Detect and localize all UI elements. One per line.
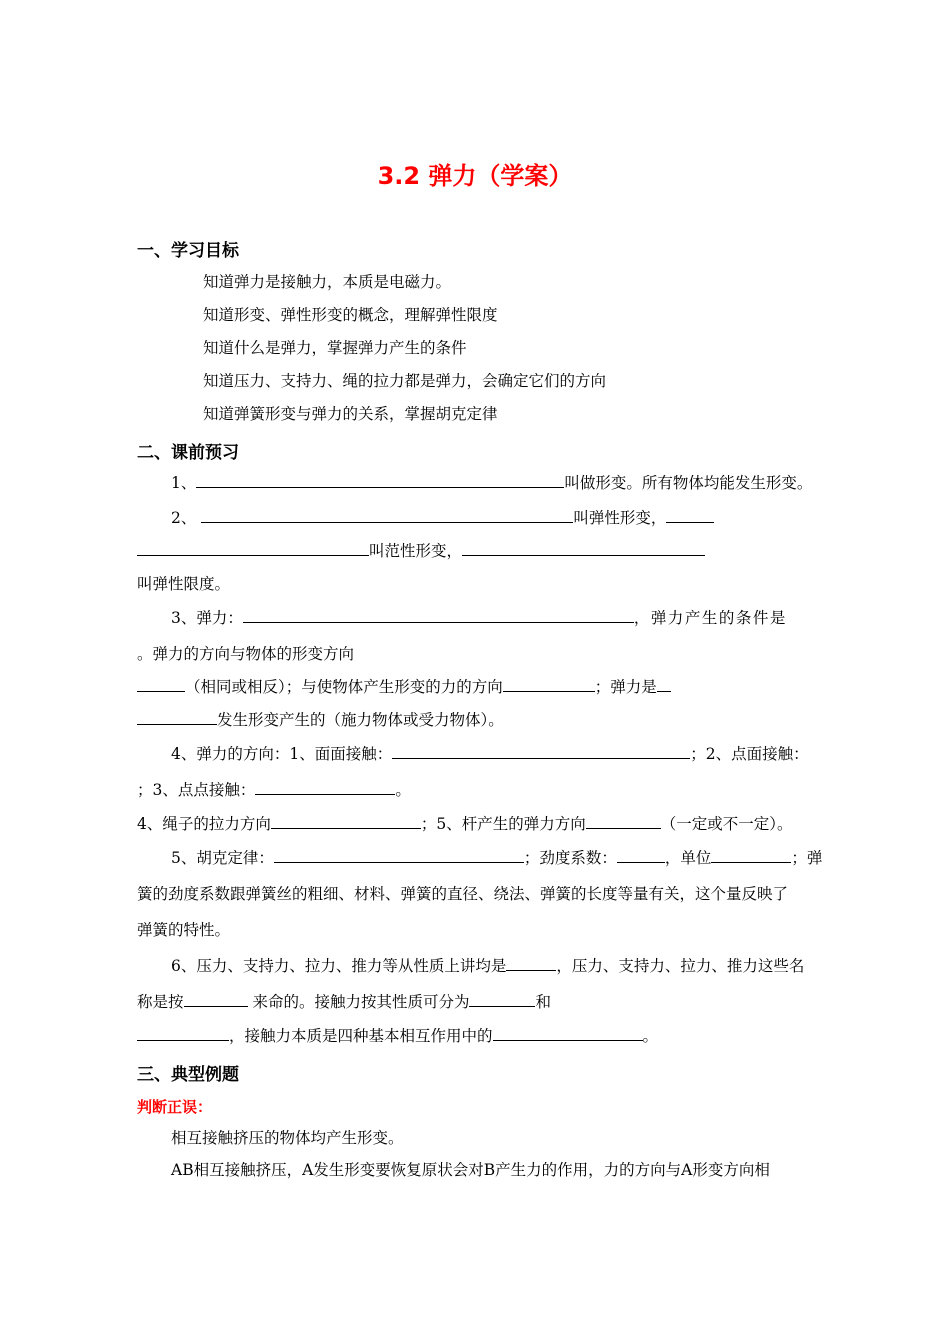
answer-blank[interactable] — [493, 1026, 643, 1041]
answer-blank[interactable] — [392, 744, 690, 759]
question-text: 2、 — [171, 509, 197, 527]
question-4 — [171, 744, 809, 764]
question-2 — [171, 508, 714, 528]
answer-blank[interactable] — [586, 814, 661, 829]
question-text: ，接触力本质是四种基本相互作用中的 — [229, 1027, 493, 1045]
answer-blank[interactable] — [462, 541, 705, 556]
question-text: （相同或相反）；与使物体产生形变的力的方向 — [185, 678, 503, 696]
answer-blank[interactable] — [243, 608, 634, 623]
question-text: 叫范性形变， — [369, 542, 463, 560]
answer-blank[interactable] — [503, 677, 595, 692]
question-text: 叫做形变。所有物体均能发生形变。 — [564, 474, 813, 492]
example-item: AB相互接触挤压，A发生形变要恢复原状会对B产生力的作用，力的方向与A形变方向相 — [171, 1161, 770, 1179]
question-text: 叫弹性限度。 — [137, 575, 231, 593]
question-6-cont2 — [137, 1026, 658, 1046]
answer-blank[interactable] — [506, 956, 556, 971]
question-text: 4、绳子的拉力方向 — [137, 815, 271, 833]
question-text: ；2、点面接触： — [690, 745, 809, 763]
question-3-cont — [137, 677, 671, 697]
question-text: ；弹力是 — [594, 678, 657, 696]
answer-blank[interactable] — [201, 508, 573, 523]
question-text: ；劲度系数： — [523, 849, 617, 867]
answer-blank[interactable] — [137, 1026, 229, 1041]
page-title: 3.2 弹力（学案） — [377, 162, 573, 190]
section-heading-goals: 一、学习目标 — [137, 241, 239, 261]
question-1 — [171, 473, 812, 493]
goal-item: 知道弹力是接触力，本质是电磁力。 — [203, 273, 452, 291]
answer-blank[interactable] — [657, 677, 671, 692]
question-text: 来命的。接触力按其性质可分为 — [247, 993, 470, 1011]
question-text: 称是按 — [137, 993, 184, 1011]
question-6-cont — [137, 992, 551, 1012]
answer-blank[interactable] — [137, 677, 185, 692]
question-text: 。弹力的方向与物体的形变方向 — [137, 645, 355, 663]
goal-item: 知道什么是弹力，掌握弹力产生的条件 — [203, 339, 467, 357]
section-heading-preview: 二、课前预习 — [137, 443, 239, 463]
answer-blank[interactable] — [271, 814, 421, 829]
question-text: ；5、杆产生的弹力方向 — [420, 815, 586, 833]
question-text: 5、胡克定律： — [171, 849, 274, 867]
question-text: 4、弹力的方向：1、面面接触： — [171, 745, 393, 763]
question-text: 弹簧的特性。 — [137, 921, 231, 939]
answer-blank[interactable] — [666, 508, 714, 523]
answer-blank[interactable] — [184, 992, 248, 1007]
question-text: 1、 — [171, 474, 197, 492]
question-text: ，压力、支持力、拉力、推力这些名 — [556, 957, 805, 975]
question-text: ；弹 — [791, 849, 823, 867]
question-4-cont — [137, 780, 411, 800]
answer-blank[interactable] — [255, 780, 395, 795]
question-text: 叫弹性形变， — [573, 509, 667, 527]
goal-item: 知道形变、弹性形变的概念，理解弹性限度 — [203, 306, 498, 324]
answer-blank[interactable] — [469, 992, 535, 1007]
question-4-cont2 — [137, 814, 793, 834]
answer-blank[interactable] — [711, 848, 791, 863]
question-text: 。 — [642, 1027, 659, 1045]
answer-blank[interactable] — [137, 710, 217, 725]
question-text: ，单位 — [664, 849, 712, 867]
question-text: 3、弹力： — [171, 609, 243, 627]
question-text: 。 — [395, 781, 411, 799]
section-heading-examples: 三、典型例题 — [137, 1065, 239, 1085]
answer-blank[interactable] — [617, 848, 665, 863]
question-5 — [171, 848, 822, 868]
goal-item: 知道弹簧形变与弹力的关系，掌握胡克定律 — [203, 405, 498, 423]
question-text: （一定或不一定）。 — [660, 815, 793, 833]
question-text: 簧的劲度系数跟弹簧丝的粗细、材料、弹簧的直径、绕法、弹簧的长度等量有关，这个量反映了 — [137, 885, 789, 903]
judge-label: 判断正误： — [137, 1098, 213, 1116]
question-3-cont2 — [137, 710, 504, 730]
question-2-cont — [137, 541, 705, 561]
question-text: 和 — [535, 993, 551, 1011]
example-item: 相互接触挤压的物体均产生形变。 — [171, 1129, 404, 1147]
question-text: ；3、点点接触： — [137, 781, 256, 799]
question-text: 6、压力、支持力、拉力、推力等从性质上讲均是 — [171, 957, 507, 975]
answer-blank[interactable] — [196, 473, 564, 488]
question-text: 发生形变产生的（施力物体或受力物体）。 — [217, 711, 504, 729]
question-3 — [171, 608, 787, 628]
question-text: ，弹力产生的条件是 — [633, 609, 787, 627]
question-6 — [171, 956, 804, 976]
answer-blank[interactable] — [137, 541, 369, 556]
goal-item: 知道压力、支持力、绳的拉力都是弹力，会确定它们的方向 — [203, 372, 607, 390]
answer-blank[interactable] — [274, 848, 524, 863]
